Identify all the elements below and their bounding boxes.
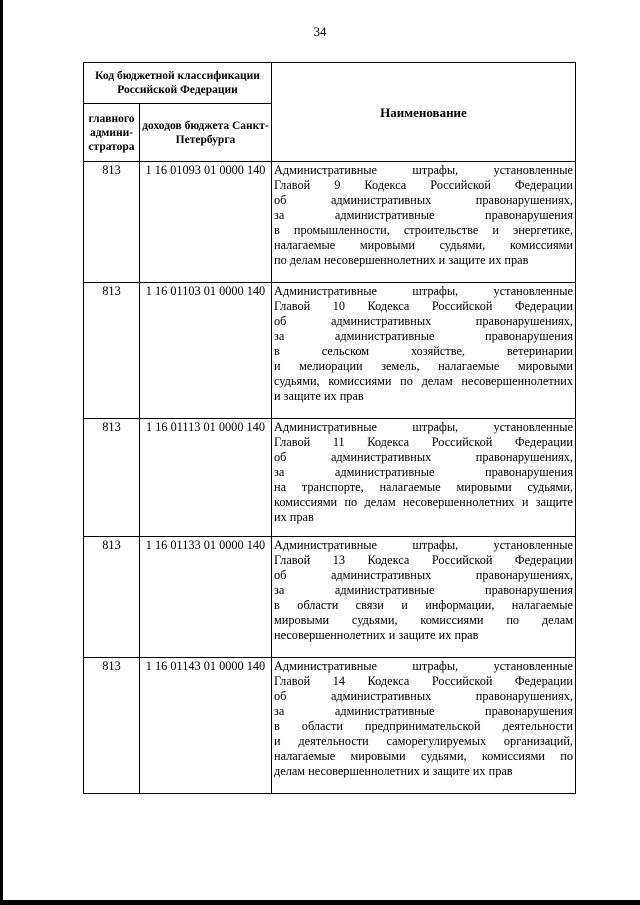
name-line: Главой 10 Кодекса Российской Федерации: [274, 299, 573, 313]
admin-code-cell: 813: [84, 537, 140, 658]
name-line: в сельском хозяйстве, ветеринарии: [274, 344, 573, 358]
name-line: в промышленности, строительстве и энергетике,: [274, 223, 573, 237]
name-line: об административных правонарушениях,: [274, 568, 573, 582]
budget-code-cell: 1 16 01103 01 0000 140: [140, 283, 272, 419]
name-cell: [272, 162, 576, 283]
budget-code-cell: 1 16 01113 01 0000 140: [140, 419, 272, 537]
budget-code-cell: 1 16 01133 01 0000 140: [140, 537, 272, 658]
name-line: судьями, комиссиями по делам несовершеннолетних: [274, 374, 573, 388]
name-line: мировыми судьями, комиссиями по делам: [274, 613, 573, 627]
scan-bottom-border: [0, 900, 640, 905]
name-line: Главой 14 Кодекса Российской Федерации: [274, 674, 573, 688]
name-line: и деятельности саморегулируемых организаций,: [274, 734, 573, 748]
name-line: Главой 9 Кодекса Российской Федерации: [274, 178, 573, 192]
table-row: [84, 283, 576, 419]
name-line: Административные штрафы, установленные: [274, 538, 573, 552]
table-row: [84, 537, 576, 658]
name-line: на транспорте, налагаемые мировыми судьями,: [274, 480, 573, 494]
budget-classification-table: [83, 62, 576, 794]
name-cell: [272, 419, 576, 537]
name-line: по делам несовершеннолетних и защите их прав: [274, 253, 529, 267]
name-line: и мелиорации земель, налагаемые мировыми: [274, 359, 573, 373]
header-main-administrator: главного админи-стратора: [84, 104, 140, 162]
name-line: в области предпринимательской деятельности: [274, 719, 573, 733]
header-row-top: [84, 63, 576, 104]
admin-code-cell: 813: [84, 283, 140, 419]
name-line: об административных правонарушениях,: [274, 314, 573, 328]
header-name: Наименование: [272, 63, 576, 162]
header-classification-code: Код бюджетной классификации Российской Федерации: [84, 63, 272, 104]
admin-code-cell: 813: [84, 419, 140, 537]
name-line: комиссиями по делам несовершеннолетних и защите: [274, 495, 573, 509]
name-line: за административные правонарушения: [274, 583, 573, 597]
name-line: Административные штрафы, установленные: [274, 284, 573, 298]
budget-code-cell: 1 16 01093 01 0000 140: [140, 162, 272, 283]
name-line: об административных правонарушениях,: [274, 689, 573, 703]
name-line: за административные правонарушения: [274, 208, 573, 222]
name-line: об административных правонарушениях,: [274, 193, 573, 207]
scan-left-border: [0, 0, 3, 905]
name-line: Главой 13 Кодекса Российской Федерации: [274, 553, 573, 567]
name-cell: [272, 537, 576, 658]
name-line: налагаемые мировыми судьями, комиссиями: [274, 238, 573, 252]
name-line: их прав: [274, 510, 314, 524]
name-line: налагаемые мировыми судьями, комиссиями по: [274, 749, 573, 763]
name-line: Главой 11 Кодекса Российской Федерации: [274, 435, 573, 449]
name-line: Административные штрафы, установленные: [274, 163, 573, 177]
page-number: 34: [313, 24, 327, 39]
name-cell: [272, 283, 576, 419]
table-row: [84, 162, 576, 283]
name-line: Административные штрафы, установленные: [274, 659, 573, 673]
name-line: несовершеннолетних и защите их прав: [274, 628, 479, 642]
name-line: Административные штрафы, установленные: [274, 420, 573, 434]
name-line: в области связи и информации, налагаемые: [274, 598, 573, 612]
budget-code-cell: 1 16 01143 01 0000 140: [140, 658, 272, 794]
name-line: и защите их прав: [274, 389, 364, 403]
name-line: за административные правонарушения: [274, 329, 573, 343]
table-row: [84, 419, 576, 537]
header-budget-income: доходов бюджета Санкт-Петербурга: [140, 104, 272, 162]
name-line: за административные правонарушения: [274, 704, 573, 718]
table-row: [84, 658, 576, 794]
name-line: делам несовершеннолетних и защите их прав: [274, 764, 513, 778]
admin-code-cell: 813: [84, 162, 140, 283]
name-line: об административных правонарушениях,: [274, 450, 573, 464]
admin-code-cell: 813: [84, 658, 140, 794]
name-cell: [272, 658, 576, 794]
name-line: за административные правонарушения: [274, 465, 573, 479]
